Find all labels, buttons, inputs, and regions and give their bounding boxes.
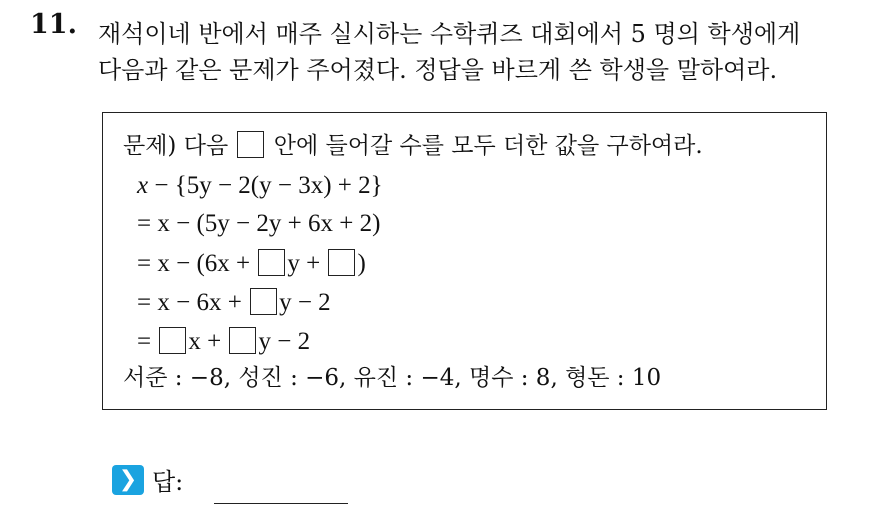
problem-suffix: 안에 들어갈 수를 모두 더한 값을 구하여라. — [273, 133, 703, 159]
answer-label: 답: — [152, 468, 184, 496]
equation-line-4: = x − 6x + y − 2 — [137, 289, 331, 316]
equation-line-5: = x + y − 2 — [137, 328, 311, 355]
blank-box — [258, 249, 285, 276]
question-text-line-1: 재석이네 반에서 매주 실시하는 수학퀴즈 대회에서 5 명의 학생에게 — [98, 20, 801, 48]
problem-instruction — [123, 131, 703, 161]
problem-box — [102, 112, 827, 410]
problem-prefix: 문제) 다음 — [123, 133, 229, 159]
answer-blank-line[interactable] — [214, 503, 348, 504]
blank-box — [250, 288, 277, 315]
question-number: 11. — [30, 9, 77, 40]
blank-box — [159, 327, 186, 354]
student-answers: 서준 : −8, 성진 : −6, 유진 : −4, 명수 : 8, 형돈 : 10 — [123, 365, 662, 391]
blank-box — [328, 249, 355, 276]
question-text-line-2: 다음과 같은 문제가 주어졌다. 정답을 바르게 쓴 학생을 말하여라. — [98, 56, 778, 84]
arrow-right-icon: ❯ — [112, 465, 144, 495]
equation-line-3: = x − (6x + y + ) — [137, 250, 366, 277]
answer-row — [112, 462, 183, 497]
equation-line-2: = x − (5y − 2y + 6x + 2) — [137, 210, 381, 237]
equation-line-1: x − {5y − 2(y − 3x) + 2} — [137, 172, 383, 199]
blank-box — [229, 327, 256, 354]
blank-box — [237, 131, 264, 158]
